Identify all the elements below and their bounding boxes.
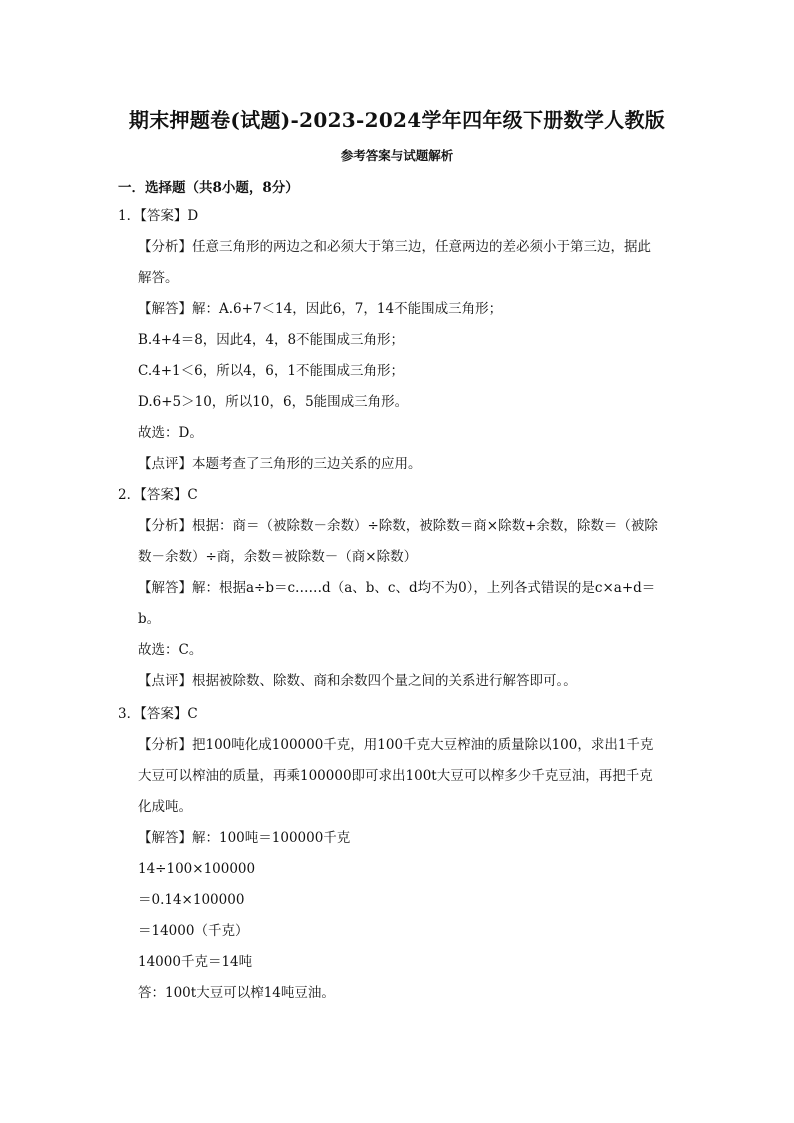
q2-solution: 【解答】解：根据a÷b＝c……d（a、b、c、d均不为0），上列各式错误的是c×a+d＝	[138, 580, 656, 596]
q3-step-3: ＝14000（千克）	[138, 923, 249, 939]
section-heading: 一．选择题（共8小题，8分）	[118, 180, 299, 196]
q3-step-1: 14÷100×100000	[138, 861, 256, 877]
q3-step-2: ＝0.14×100000	[138, 892, 245, 908]
q3-analysis-cont: 大豆可以榨油的质量，再乘100000即可求出100t大豆可以榨多少千克豆油，再把千克	[138, 768, 653, 784]
q3-conclusion: 答：100t大豆可以榨14吨豆油。	[138, 985, 335, 1001]
q1-choice: 故选：D。	[138, 425, 203, 441]
q1-comment: 【点评】本题考查了三角形的三边关系的应用。	[138, 456, 422, 472]
q1-analysis-cont: 解答。	[138, 270, 179, 286]
q2-answer: 2．【答案】C	[118, 487, 198, 503]
q3-step-4: 14000千克＝14吨	[138, 954, 253, 970]
q2-analysis: 【分析】根据：商＝（被除数－余数）÷除数，被除数＝商×除数+余数，除数＝（被除	[138, 518, 658, 534]
q1-solution: 【解答】解：A.6+7＜14，因此6，7，14不能围成三角形；	[138, 301, 503, 317]
q1-solution-d: D.6+5＞10，所以10，6，5能围成三角形。	[138, 394, 409, 410]
q2-comment: 【点评】根据被除数、除数、商和余数四个量之间的关系进行解答即可。。	[138, 673, 577, 689]
q1-solution-b: B.4+4＝8，因此4，4，8不能围成三角形；	[138, 332, 405, 348]
q2-solution-cont: b。	[138, 611, 161, 627]
document-title: 期末押题卷(试题)-2023-2024学年四年级下册数学人教版	[128, 108, 666, 132]
q2-choice: 故选：C。	[138, 642, 203, 658]
q3-solution: 【解答】解：100吨＝100000千克	[138, 830, 351, 846]
q3-answer: 3．【答案】C	[118, 706, 198, 722]
q1-analysis: 【分析】任意三角形的两边之和必须大于第三边，任意两边的差必须小于第三边，据此	[138, 239, 651, 255]
q1-solution-c: C.4+1＜6，所以4，6，1不能围成三角形；	[138, 363, 404, 379]
q3-analysis-end: 化成吨。	[138, 799, 192, 815]
q3-analysis: 【分析】把100吨化成100000千克，用100千克大豆榨油的质量除以100，求出1千克	[138, 737, 654, 753]
q2-analysis-cont: 数－余数）÷商，余数＝被除数－（商×除数）	[138, 549, 418, 565]
document-subtitle: 参考答案与试题解析	[340, 148, 454, 163]
q1-answer: 1．【答案】D	[118, 208, 199, 224]
